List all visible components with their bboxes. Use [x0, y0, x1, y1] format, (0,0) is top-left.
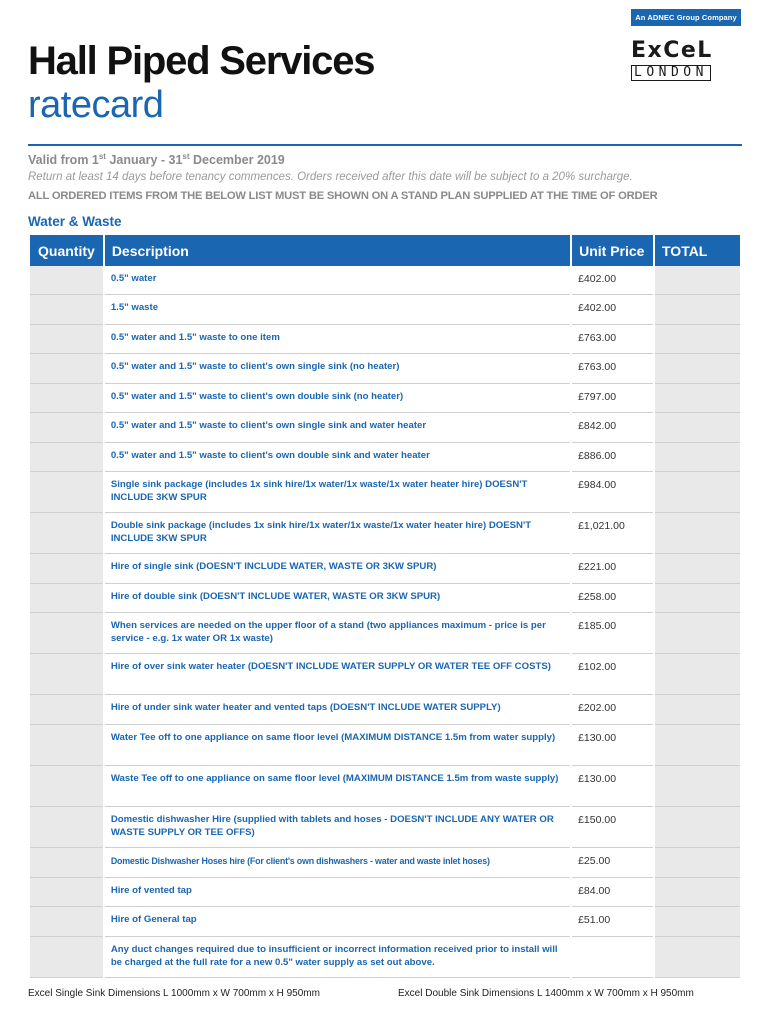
quantity-cell[interactable] — [30, 295, 103, 325]
total-cell[interactable] — [655, 266, 740, 295]
total-cell[interactable] — [655, 613, 740, 654]
unit-price-cell: £984.00 — [572, 472, 653, 513]
description-cell: 0.5" water and 1.5" waste to client's own single sink and water heater — [105, 413, 570, 443]
quantity-cell[interactable] — [30, 766, 103, 807]
unit-price-cell: £763.00 — [572, 354, 653, 384]
description-cell: Any duct changes required due to insufficient or incorrect information received prior to install will be charged at the full rate for a new 0.5" water supply as set out above. — [105, 937, 570, 978]
header-quantity: Quantity — [30, 235, 103, 266]
quantity-cell[interactable] — [30, 554, 103, 584]
unit-price-cell: £130.00 — [572, 725, 653, 766]
header-description: Description — [105, 235, 570, 266]
unit-price-cell: £258.00 — [572, 584, 653, 613]
total-cell[interactable] — [655, 295, 740, 325]
table-row — [30, 654, 740, 695]
description-cell: 0.5" water and 1.5" waste to one item — [105, 325, 570, 354]
total-cell[interactable] — [655, 848, 740, 878]
unit-price-cell: £185.00 — [572, 613, 653, 654]
quantity-cell[interactable] — [30, 325, 103, 354]
total-cell[interactable] — [655, 725, 740, 766]
return-deadline-note: Return at least 14 days before tenancy commences. Orders received after this date will be subject to a 20% surcharge. — [28, 171, 633, 183]
table-row — [30, 613, 740, 654]
table-row — [30, 472, 740, 513]
description-cell: Hire of double sink (DOESN'T INCLUDE WATER, WASTE OR 3KW SPUR) — [105, 584, 570, 613]
unit-price-cell: £202.00 — [572, 695, 653, 725]
validity-sup-2: st — [182, 152, 190, 161]
unit-price-cell: £221.00 — [572, 554, 653, 584]
table-row — [30, 354, 740, 384]
table-row — [30, 695, 740, 725]
description-cell: Hire of under sink water heater and vented taps (DOESN'T INCLUDE WATER SUPPLY) — [105, 695, 570, 725]
total-cell[interactable] — [655, 695, 740, 725]
description-cell: Double sink package (includes 1x sink hire/1x water/1x waste/1x water heater hire) DOESN'T INCLUDE 3KW SPUR — [105, 513, 570, 554]
quantity-cell[interactable] — [30, 354, 103, 384]
table-row — [30, 848, 740, 878]
table-header-row — [30, 235, 740, 266]
description-cell: 0.5" water and 1.5" waste to client's own single sink (no heater) — [105, 354, 570, 384]
total-cell[interactable] — [655, 443, 740, 472]
validity-prefix: Valid from 1 — [28, 153, 99, 168]
page-title: Hall Piped Services — [28, 39, 375, 83]
table-row — [30, 266, 740, 295]
quantity-cell[interactable] — [30, 513, 103, 554]
double-sink-dimensions: Excel Double Sink Dimensions L 1400mm x W 700mm x H 950mm — [398, 988, 694, 999]
unit-price-cell: £51.00 — [572, 907, 653, 937]
quantity-cell[interactable] — [30, 472, 103, 513]
description-cell: Hire of General tap — [105, 907, 570, 937]
quantity-cell[interactable] — [30, 878, 103, 907]
description-cell: Waste Tee off to one appliance on same floor level (MAXIMUM DISTANCE 1.5m from waste supply) — [105, 766, 570, 807]
table-row — [30, 766, 740, 807]
table-row — [30, 937, 740, 978]
quantity-cell[interactable] — [30, 443, 103, 472]
table-row — [30, 443, 740, 472]
table-row — [30, 513, 740, 554]
total-cell[interactable] — [655, 766, 740, 807]
unit-price-cell: £886.00 — [572, 443, 653, 472]
section-title: Water & Waste — [28, 214, 122, 229]
quantity-cell[interactable] — [30, 725, 103, 766]
table-body — [30, 266, 740, 978]
description-cell: 0.5" water — [105, 266, 570, 295]
unit-price-cell: £842.00 — [572, 413, 653, 443]
quantity-cell[interactable] — [30, 695, 103, 725]
single-sink-dimensions: Excel Single Sink Dimensions L 1000mm x W 700mm x H 950mm — [28, 988, 320, 999]
total-cell[interactable] — [655, 413, 740, 443]
description-cell: 1.5" waste — [105, 295, 570, 325]
total-cell[interactable] — [655, 354, 740, 384]
unit-price-cell: £402.00 — [572, 266, 653, 295]
table-row — [30, 907, 740, 937]
description-cell: 0.5" water and 1.5" waste to client's own double sink (no heater) — [105, 384, 570, 413]
quantity-cell[interactable] — [30, 384, 103, 413]
unit-price-cell: £402.00 — [572, 295, 653, 325]
description-cell: Domestic Dishwasher Hoses hire (For client's own dishwashers - water and waste inlet hoses) — [105, 848, 570, 878]
quantity-cell[interactable] — [30, 654, 103, 695]
total-cell[interactable] — [655, 907, 740, 937]
total-cell[interactable] — [655, 384, 740, 413]
excel-london-logo — [631, 40, 743, 81]
description-cell: Hire of vented tap — [105, 878, 570, 907]
description-cell: Single sink package (includes 1x sink hire/1x water/1x waste/1x water heater hire) DOESN'T INCLUDE 3KW SPUR — [105, 472, 570, 513]
table-row — [30, 384, 740, 413]
stand-plan-note: ALL ORDERED ITEMS FROM THE BELOW LIST MUST BE SHOWN ON A STAND PLAN SUPPLIED AT THE TIME OF ORDER — [28, 190, 658, 202]
logo-bottom-text: LONDON — [631, 65, 711, 81]
quantity-cell[interactable] — [30, 584, 103, 613]
table-row — [30, 413, 740, 443]
total-cell[interactable] — [655, 472, 740, 513]
header-divider — [28, 144, 742, 146]
quantity-cell[interactable] — [30, 848, 103, 878]
unit-price-cell: £797.00 — [572, 384, 653, 413]
validity-middle: January - 31 — [105, 153, 183, 168]
description-cell: Water Tee off to one appliance on same floor level (MAXIMUM DISTANCE 1.5m from water supply) — [105, 725, 570, 766]
total-cell[interactable] — [655, 878, 740, 907]
quantity-cell[interactable] — [30, 907, 103, 937]
header-unit-price: Unit Price — [572, 235, 653, 266]
total-cell[interactable] — [655, 513, 740, 554]
unit-price-cell: £763.00 — [572, 325, 653, 354]
unit-price-cell: £1,021.00 — [572, 513, 653, 554]
page-subtitle: ratecard — [28, 84, 164, 126]
table-row — [30, 807, 740, 848]
validity-period — [28, 152, 285, 167]
table-row — [30, 584, 740, 613]
quantity-cell[interactable] — [30, 613, 103, 654]
header-total: TOTAL — [655, 235, 740, 266]
unit-price-cell: £25.00 — [572, 848, 653, 878]
table-row — [30, 725, 740, 766]
total-cell[interactable] — [655, 937, 740, 978]
total-cell[interactable] — [655, 554, 740, 584]
total-cell[interactable] — [655, 807, 740, 848]
quantity-cell[interactable] — [30, 937, 103, 978]
logo-top-text: ExCeL — [631, 38, 713, 63]
table-row — [30, 554, 740, 584]
table-row — [30, 325, 740, 354]
description-cell: 0.5" water and 1.5" waste to client's own double sink and water heater — [105, 443, 570, 472]
description-cell: Hire of over sink water heater (DOESN'T INCLUDE WATER SUPPLY OR WATER TEE OFF COSTS) — [105, 654, 570, 695]
total-cell[interactable] — [655, 325, 740, 354]
description-cell: When services are needed on the upper floor of a stand (two appliances maximum - price is per service - e.g. 1x water OR 1x waste) — [105, 613, 570, 654]
unit-price-cell — [572, 937, 653, 978]
table-row — [30, 878, 740, 907]
quantity-cell[interactable] — [30, 266, 103, 295]
description-cell: Domestic dishwasher Hire (supplied with tablets and hoses - DOESN'T INCLUDE ANY WATER OR WASTE SUPPLY OR TEE OFFS) — [105, 807, 570, 848]
total-cell[interactable] — [655, 584, 740, 613]
group-company-badge: An ADNEC Group Company — [631, 9, 741, 26]
quantity-cell[interactable] — [30, 807, 103, 848]
unit-price-cell: £130.00 — [572, 766, 653, 807]
description-cell: Hire of single sink (DOESN'T INCLUDE WATER, WASTE OR 3KW SPUR) — [105, 554, 570, 584]
quantity-cell[interactable] — [30, 413, 103, 443]
ratecard-table — [28, 235, 742, 978]
unit-price-cell: £102.00 — [572, 654, 653, 695]
validity-sup-1: st — [98, 152, 106, 161]
unit-price-cell: £84.00 — [572, 878, 653, 907]
total-cell[interactable] — [655, 654, 740, 695]
unit-price-cell: £150.00 — [572, 807, 653, 848]
validity-suffix: December 2019 — [189, 153, 285, 168]
table-row — [30, 295, 740, 325]
